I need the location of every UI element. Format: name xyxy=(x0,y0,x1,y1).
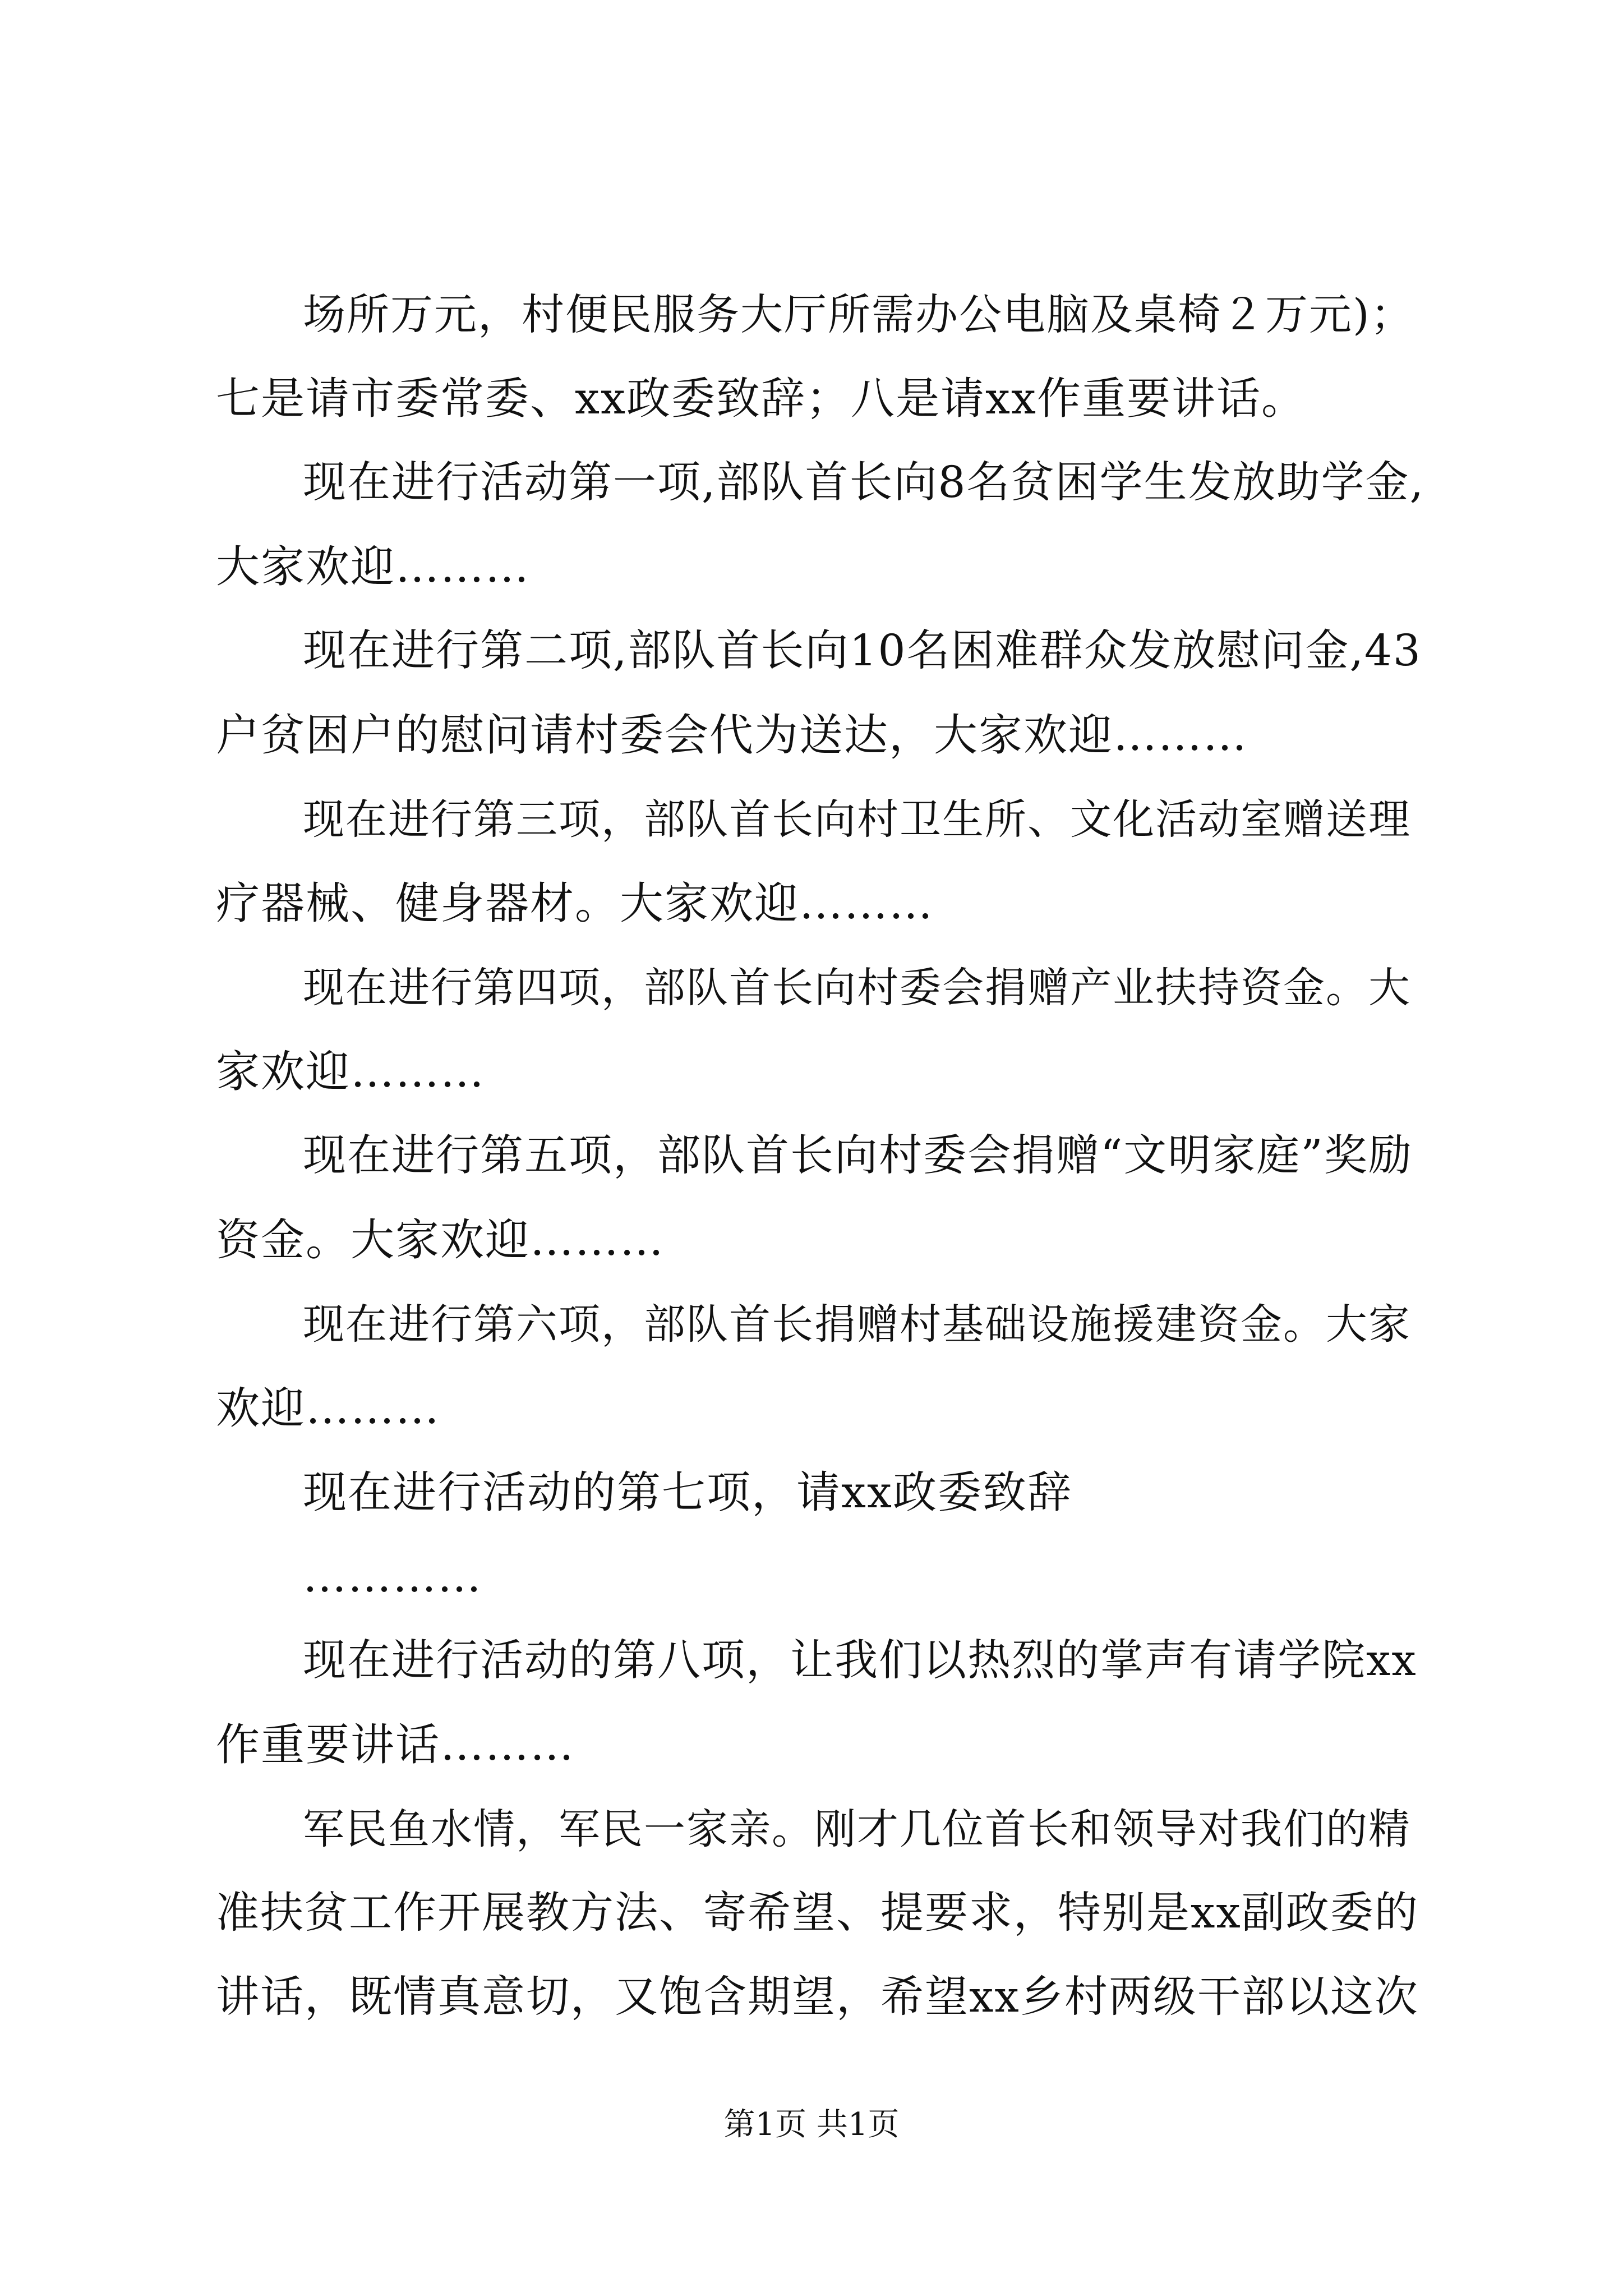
text-line-1: 场所万元，村便民服务大厅所需办公电脑及桌椅２万元)； xyxy=(303,289,1414,339)
text-line-12: 资金。大家欢迎……… xyxy=(216,1215,665,1266)
text-line-14: 欢迎……… xyxy=(216,1383,441,1434)
text-line-21: 讲话，既情真意切，又饱含期望，希望xx乡村两级干部以这次 xyxy=(216,1972,1419,2022)
text-line-3: 现在进行活动第一项,部队首长向8名贫困学生发放助学金, xyxy=(303,458,1424,508)
text-line-16: ………… xyxy=(303,1552,482,1602)
text-line-17: 现在进行活动的第八项，让我们以热烈的掌声有请学院xx xyxy=(303,1636,1417,1686)
text-line-20: 准扶贫工作开展教方法、寄希望、提要求，特别是xx副政委的 xyxy=(216,1888,1419,1938)
text-line-10: 家欢迎……… xyxy=(216,1047,486,1097)
text-line-6: 户贫困户的慰问请村委会代为送达，大家欢迎……… xyxy=(216,710,1248,761)
page-footer: 第1页 共1页 xyxy=(723,2106,900,2143)
text-line-8: 疗器械、健身器材。大家欢迎……… xyxy=(216,878,934,929)
text-line-15: 现在进行活动的第七项，请xx政委致辞 xyxy=(303,1467,1072,1518)
text-line-7: 现在进行第三项，部队首长向村卫生所、文化活动室赠送理 xyxy=(303,795,1411,844)
text-line-9: 现在进行第四项，部队首长向村委会捐赠产业扶持资金。大 xyxy=(303,964,1411,1012)
text-line-4: 大家欢迎……… xyxy=(216,542,531,592)
text-line-13: 现在进行第六项，部队首长捐赠村基础设施援建资金。大家 xyxy=(303,1300,1411,1349)
text-line-2: 七是请市委常委、xx政委致辞；八是请xx作重要讲话。 xyxy=(216,374,1306,424)
text-line-18: 作重要讲话……… xyxy=(216,1720,575,1770)
text-line-5: 现在进行第二项,部队首长向10名困难群众发放慰问金,43 xyxy=(303,626,1422,676)
text-line-19: 军民鱼水情，军民一家亲。刚才几位首长和领导对我们的精 xyxy=(303,1805,1411,1853)
text-line-11: 现在进行第五项，部队首长向村委会捐赠“文明家庭”奖励 xyxy=(303,1131,1413,1181)
